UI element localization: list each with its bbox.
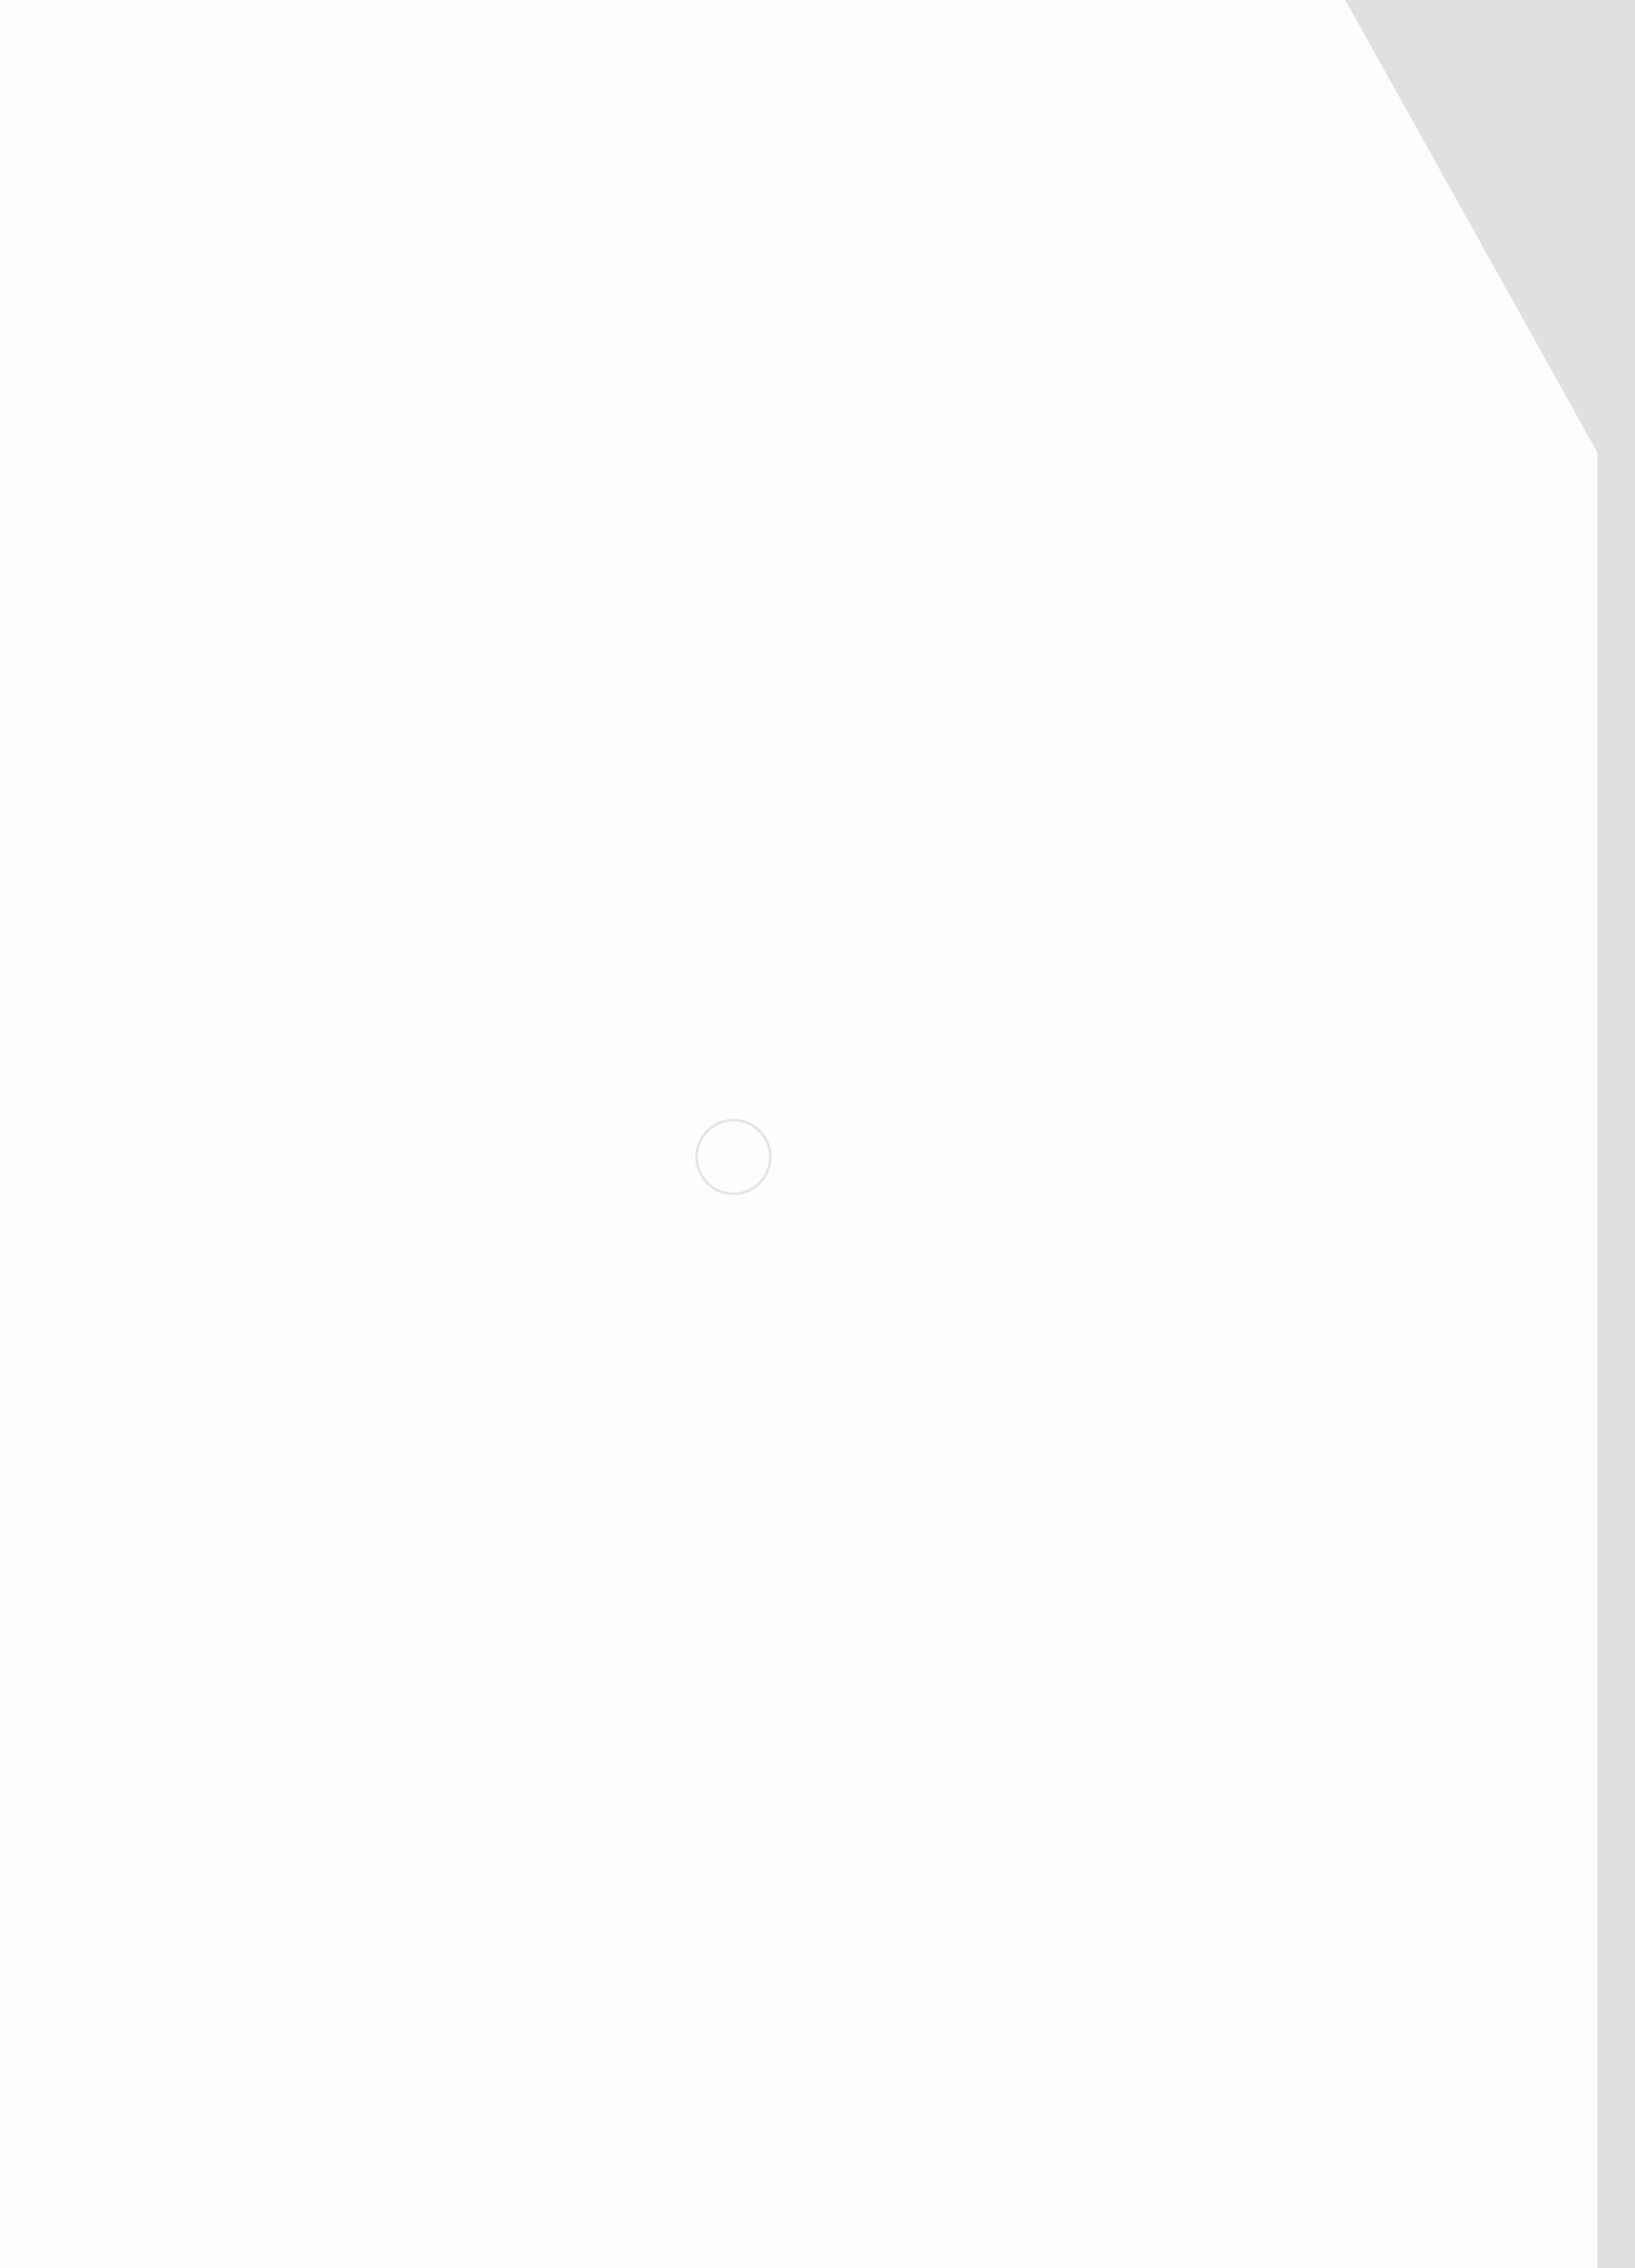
faint-stamp-mark [695, 1119, 772, 1195]
page-body [243, 310, 1400, 323]
